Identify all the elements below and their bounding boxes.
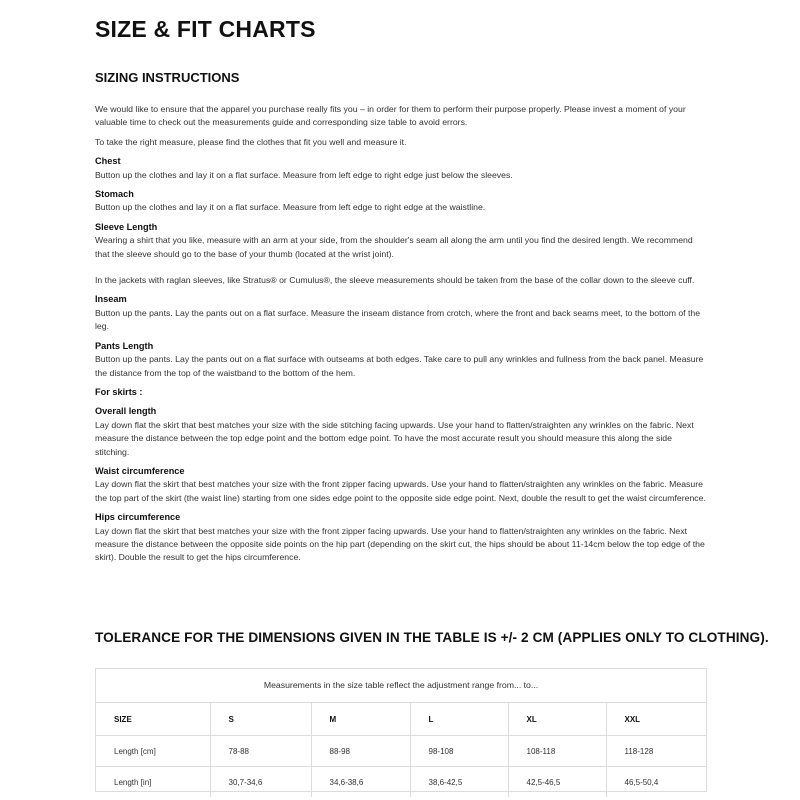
size-table-caption: Measurements in the size table reflect the adjustment range from... to... <box>96 669 706 703</box>
table-header-cell: XXL <box>606 703 706 736</box>
section-title: Stomach <box>95 189 134 200</box>
measurement-sections <box>95 155 707 565</box>
section-paragraph: In the jackets with raglan sleeves, like Stratus® or Cumulus®, the sleeve measurements should be taken from the base of the collar down to the sleeve cuff. <box>95 275 695 286</box>
table-cell: 98-108 <box>410 736 508 767</box>
table-cell: 88-98 <box>311 736 410 767</box>
table-cell: Length [in] <box>96 767 210 798</box>
intro-paragraph: To take the right measure, please find the clothes that fit you well and measure it. <box>95 136 407 147</box>
section-paragraph: Lay down flat the skirt that best matches your size with the front zipper facing upwards. Use your hand to flatten/straighten any wrinkles on the fabric. Next measure the distance between the opposite side points on the hip part (depending on the skirt cut, the hips should be about 11-14cm below the top edge of the skirt). Double the result to get the hips circumference. <box>95 525 705 563</box>
section-paragraph: Lay down flat the skirt that best matches your size with the side stitching facing upwards. Use your hand to flatten/straighten any wrinkles on the fabric. Next measure the distance between the top edge point and the bottom edge point. To have the most accurate result you should measure this along the side stitching. <box>95 419 694 457</box>
section-title: Sleeve Length <box>95 221 158 232</box>
section-chest <box>95 155 707 182</box>
table-row <box>96 736 706 767</box>
section-paragraph: Button up the clothes and lay it on a flat surface. Measure from left edge to right edge just below the sleeves. <box>95 169 513 180</box>
table-header-cell: M <box>311 703 410 736</box>
section-paragraph: Button up the pants. Lay the pants out on a flat surface with outseams at both edges. Take care to pull any wrinkles and fullness from the back panel. Measure the distance from the top of the waistband to the bottom of the hem. <box>95 354 704 378</box>
section-title: Pants Length <box>95 340 154 351</box>
table-cell: Length [cm] <box>96 736 210 767</box>
size-table-container <box>95 668 707 792</box>
size-guide-content <box>95 14 707 565</box>
sizing-instructions-heading: SIZING INSTRUCTIONS <box>95 70 240 85</box>
table-header-cell: S <box>210 703 311 736</box>
section-paragraph: Button up the clothes and lay it on a flat surface. Measure from left edge to right edge at the waistline. <box>95 202 486 213</box>
table-header-cell: L <box>410 703 508 736</box>
section-paragraph: Wearing a shirt that you like, measure with an arm at your side, from the shoulder's seam all along the arm until you find the desired length. We recommend that the sleeve should go to the base of your thumb (located at the wrist joint). <box>95 235 693 259</box>
size-table <box>96 703 706 797</box>
table-cell: 30,7-34,6 <box>210 767 311 798</box>
section-title: For skirts : <box>95 386 143 397</box>
section-for-skirts <box>95 386 707 399</box>
table-header-cell: XL <box>508 703 606 736</box>
table-cell: 46,5-50,4 <box>624 777 659 787</box>
table-cell: 42,5-46,5 <box>508 767 606 798</box>
table-cell: 78-88 <box>210 736 311 767</box>
section-title: Hips circumference <box>95 512 181 523</box>
table-cell: 34,6-38,6 <box>311 767 410 798</box>
section-paragraph: Button up the pants. Lay the pants out on a flat surface. Measure the inseam distance from crotch, where the front and back seams meet, to the bottom of the leg. <box>95 307 701 332</box>
section-title: Overall length <box>95 406 157 417</box>
section-stomach <box>95 188 707 215</box>
page-title: SIZE & FIT CHARTS <box>95 16 316 42</box>
intro-paragraph: We would like to ensure that the apparel you purchase really fits you – in order for them to perform their purpose properly. Please invest a moment of your valuable time to check out the measurements guide and corresponding size table to avoid errors. <box>95 104 686 128</box>
section-inseam <box>95 293 707 333</box>
section-sleeve-length <box>95 221 707 288</box>
table-header-cell: SIZE <box>96 703 210 736</box>
tolerance-note: TOLERANCE FOR THE DIMENSIONS GIVEN IN THE TABLE IS +/- 2 CM (APPLIES ONLY TO CLOTHING). <box>95 630 769 645</box>
section-title: Inseam <box>95 294 127 305</box>
section-pants-length <box>95 340 707 380</box>
section-hips-circumference <box>95 511 707 565</box>
table-row <box>96 767 706 798</box>
section-paragraph: Lay down flat the skirt that best matches your size with the front zipper facing upwards. Use your hand to flatten/straighten any wrinkles on the fabric. Measure the top part of the skirt (the waist line) starting from one sides edge point to the opposite side edge point. Next, double the result to get the waist circumference. <box>95 479 706 503</box>
intro-text <box>95 103 707 149</box>
table-cell: 38,6-42,5 <box>410 767 508 798</box>
table-cell: 108-118 <box>508 736 606 767</box>
section-overall-length <box>95 405 707 459</box>
table-header-row <box>96 703 706 736</box>
section-waist-circumference <box>95 465 707 505</box>
table-cell: 118-128 <box>606 736 706 767</box>
section-title: Chest <box>95 156 121 167</box>
section-title: Waist circumference <box>95 465 185 476</box>
